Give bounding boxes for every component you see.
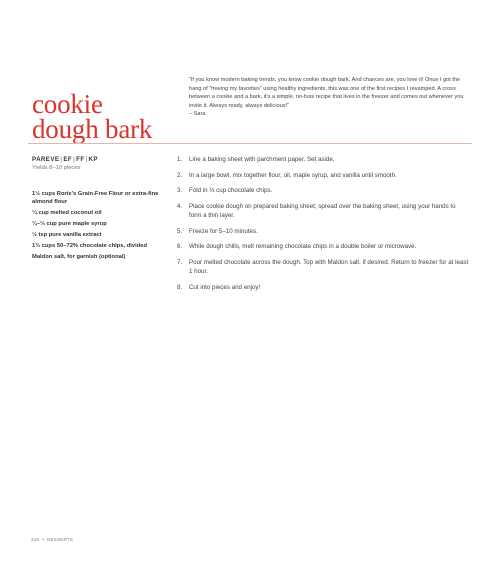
- step-text: While dough chills, melt remaining chocolate chips in a double boiler or microwave.: [189, 243, 417, 251]
- recipe-labels: [32, 156, 162, 171]
- tag-separator: |: [85, 156, 88, 163]
- step-text: Freeze for 5–10 minutes.: [189, 227, 258, 235]
- ingredient-item: ¼–⅓ cup pure maple syrup: [32, 221, 107, 228]
- step-number: 5.: [177, 227, 183, 235]
- instruction-step: [177, 171, 469, 180]
- recipe-yields: Yields 8–10 pieces: [32, 165, 81, 171]
- instruction-step: [177, 186, 469, 195]
- step-text: Fold in ⅓ cup chocolate chips.: [189, 187, 273, 195]
- ingredient-item: ½ tsp pure vanilla extract: [32, 232, 102, 239]
- recipe-title: [32, 89, 153, 144]
- instruction-step: [177, 258, 469, 276]
- step-text: Cut into pieces and enjoy!: [189, 283, 261, 291]
- ingredient-item: Maldon salt, for garnish (optional): [32, 254, 126, 261]
- ingredient-item: 1⅓ cups 50–72% chocolate chips, divided: [32, 243, 148, 250]
- step-number: 4.: [177, 202, 183, 210]
- tag-separator: |: [60, 156, 63, 163]
- instruction-step: [177, 242, 469, 251]
- instruction-step: [177, 283, 469, 292]
- intro-attribution: – Sara: [189, 111, 206, 118]
- step-number: 6.: [177, 243, 183, 251]
- tag-pareve: PAREVE: [32, 156, 60, 163]
- ingredient-item: 1½ cups Rorie’s Grain-Free Flour or extra-fine almond flour: [32, 191, 159, 206]
- folio-separator: •: [42, 537, 45, 542]
- ingredient-list: [32, 190, 167, 264]
- tag-kp: KP: [88, 156, 98, 163]
- recipe-title-line-1: cookie: [32, 89, 103, 119]
- recipe-intro: [189, 76, 465, 119]
- step-text: Pour melted chocolate across the dough. Top with Maldon salt, if desired. Return to freezer for at least 1 hour.: [189, 258, 469, 275]
- step-text: Place cookie dough on prepared baking sheet; spread over the baking sheet, using your hands to form a thin layer.: [189, 202, 456, 219]
- step-number: 1.: [177, 156, 183, 163]
- page-number: 316: [31, 537, 40, 542]
- instruction-step: [177, 155, 469, 164]
- page-footer: [31, 537, 73, 542]
- section-name: DESSERTS: [47, 537, 74, 542]
- dietary-tags: [32, 156, 162, 163]
- instruction-step: [177, 227, 469, 236]
- step-text: In a large bowl, mix together flour, oil, maple syrup, and vanilla until smooth.: [189, 171, 397, 179]
- tag-separator: |: [73, 156, 76, 163]
- step-number: 3.: [177, 187, 183, 195]
- tag-ff: FF: [76, 156, 85, 163]
- instruction-step: [177, 202, 469, 220]
- ingredient-item: ¼ cup melted coconut oil: [32, 210, 102, 217]
- step-number: 7.: [177, 258, 183, 266]
- tag-ef: EF: [63, 156, 73, 163]
- step-text: Line a baking sheet with parchment paper. Set aside.: [189, 156, 335, 163]
- intro-quote: “If you know modern baking trends, you know cookie dough bark. And chances are, you love it! Once I got the hang of “freeing my favorites” using healthy ingredients, this was one of the first recipes I revamped. A cross between a cookie and a bark, it’s a simple, no-fuss recipe that lives in the freezer and comes out whenever you invite it. Always ready, always delicious!”: [189, 77, 464, 109]
- header-divider: [28, 143, 472, 144]
- instruction-list: [177, 155, 469, 298]
- step-number: 8.: [177, 283, 183, 291]
- recipe-title-line-2: dough bark: [32, 114, 153, 144]
- step-number: 2.: [177, 171, 183, 179]
